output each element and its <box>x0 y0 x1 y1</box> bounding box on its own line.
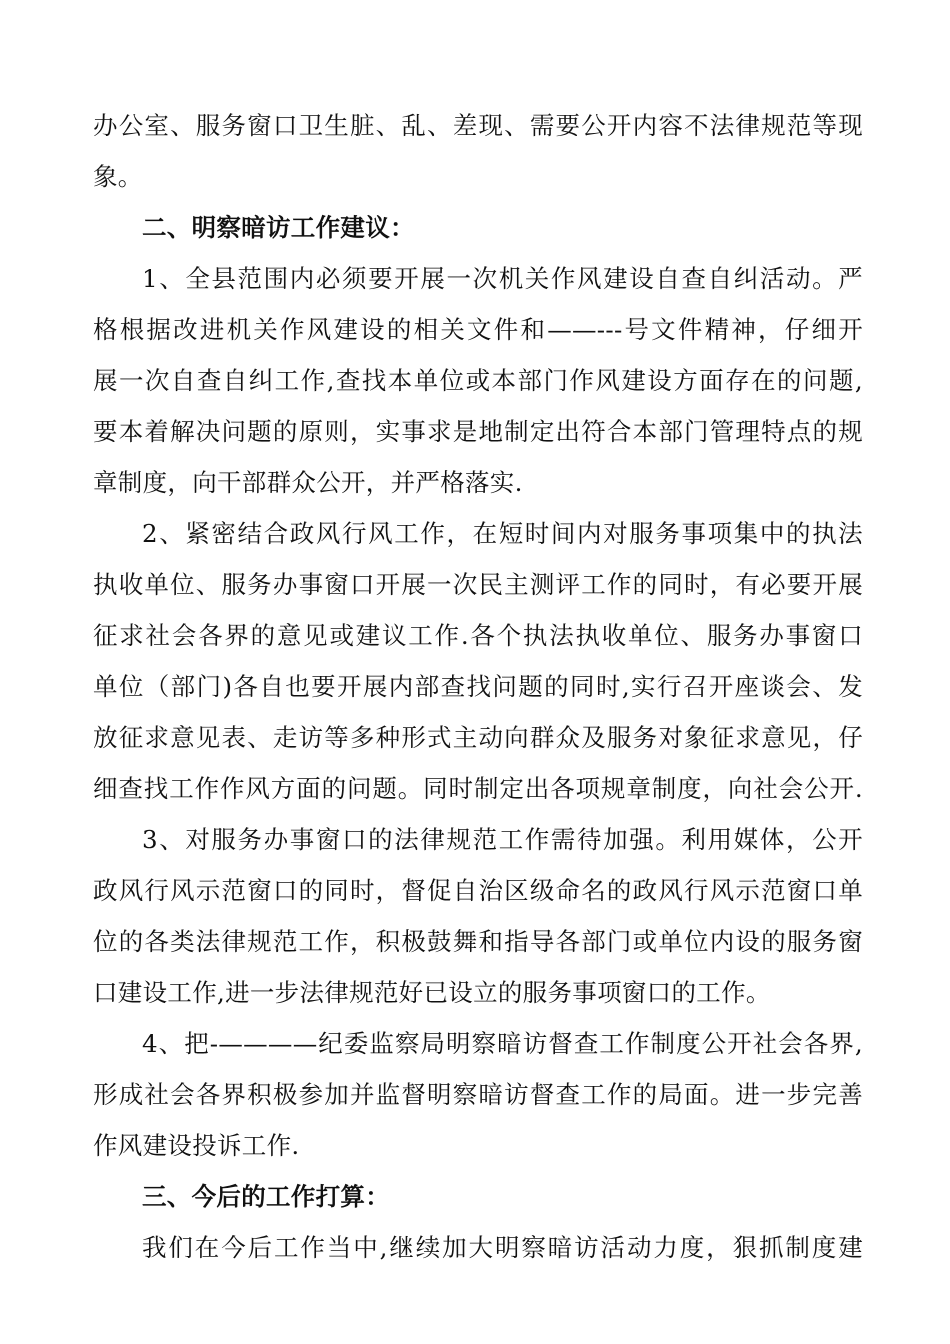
text-line: 4、把-————纪委监察局明察暗访督查工作制度公开社会各界, <box>142 1029 863 1058</box>
text-line: 政风行风示范窗口的同时，督促自治区级命名的政风行风示范窗口单 <box>93 876 863 905</box>
text-line: 作风建设投诉工作. <box>93 1131 300 1160</box>
section-heading: 二、明察暗访工作建议： <box>142 213 415 242</box>
text-line: 细查找工作作风方面的问题。同时制定出各项规章制度，向社会公开. <box>93 774 863 803</box>
text-line: 形成社会各界积极参加并监督明察暗访督查工作的局面。进一步完善 <box>93 1080 863 1109</box>
text-line: 执收单位、服务办事窗口开展一次民主测评工作的同时，有必要开展 <box>93 570 863 599</box>
text-line: 我们在今后工作当中,继续加大明察暗访活动力度，狠抓制度建 <box>142 1233 863 1262</box>
text-line: 要本着解决问题的原则，实事求是地制定出符合本部门管理特点的规 <box>93 417 863 446</box>
text-line: 口建设工作,进一步法律规范好已设立的服务事项窗口的工作。 <box>93 978 771 1007</box>
text-line: 位的各类法律规范工作，积极鼓舞和指导各部门或单位内设的服务窗 <box>93 927 863 956</box>
text-line: 3、对服务办事窗口的法律规范工作需待加强。利用媒体，公开 <box>142 825 863 854</box>
text-line: 征求社会各界的意见或建议工作.各个执法执收单位、服务办事窗口 <box>93 621 863 650</box>
text-line: 展一次自查自纠工作,查找本单位或本部门作风建设方面存在的问题, <box>93 366 863 395</box>
text-line: 格根据改进机关作风建设的相关文件和——---号文件精神，仔细开 <box>93 315 863 344</box>
text-line: 1、全县范围内必须要开展一次机关作风建设自查自纠活动。严 <box>142 264 863 293</box>
text-line: 单位（部门)各自也要开展内部查找问题的同时,实行召开座谈会、发 <box>93 672 863 701</box>
text-line: 2、紧密结合政风行风工作，在短时间内对服务事项集中的执法 <box>142 519 863 548</box>
text-line: 章制度，向干部群众公开，并严格落实. <box>93 468 523 497</box>
text-line: 办公室、服务窗口卫生脏、乱、差现、需要公开内容不法律规范等现 <box>93 111 863 140</box>
text-line: 象。 <box>93 162 143 191</box>
text-line: 放征求意见表、走访等多种形式主动向群众及服务对象征求意见，仔 <box>93 723 863 752</box>
section-heading: 三、今后的工作打算： <box>142 1182 390 1211</box>
